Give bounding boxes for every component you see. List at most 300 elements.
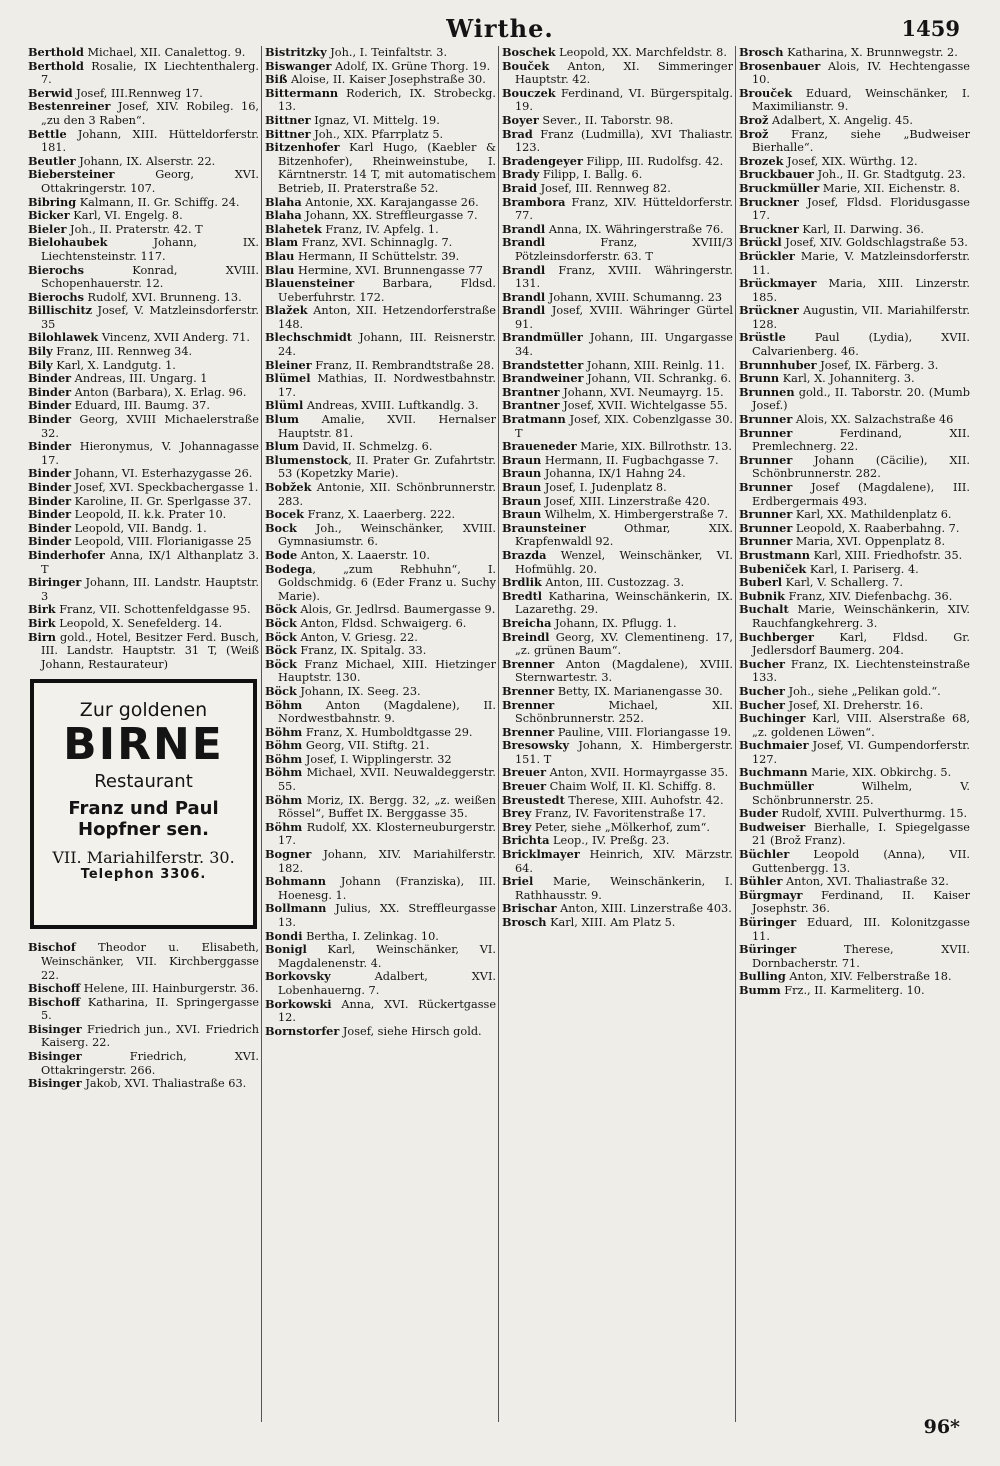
directory-entry — [502, 916, 733, 930]
entry-details: Johann (Cäcilie), XII. Schönbrunnerstr. 282. — [752, 453, 970, 481]
ad-line-5: Hopfner sen. — [78, 819, 209, 841]
entry-name: Blaha — [265, 194, 302, 209]
entry-name: Binder — [28, 398, 72, 413]
entry-name: Bucher — [739, 656, 785, 671]
entry-details: Johann, VII. Schrankg. 6. — [583, 372, 732, 386]
entry-name: Berthold — [28, 58, 84, 73]
entry-name: Biringer — [28, 575, 82, 590]
directory-entry — [28, 345, 259, 359]
directory-entry — [28, 399, 259, 413]
entry-details: Leopold (Anna), VII. Guttenbergg. 13. — [752, 848, 970, 875]
directory-entry — [739, 889, 970, 916]
entry-name: Brunnen — [739, 384, 795, 399]
directory-entry — [265, 372, 496, 399]
entry-name: Böck — [265, 629, 297, 644]
entry-details: Michael, XVII. Neuwaldeggerstr. 55. — [278, 766, 496, 794]
directory-entry — [739, 196, 970, 223]
entry-name: Binder — [28, 507, 72, 522]
directory-entry — [739, 916, 970, 943]
entry-details: Josef, XI. Dreherstr. 16. — [785, 698, 924, 712]
entry-details: Georg, XVI. Ottakringerstr. 107. — [41, 168, 259, 195]
entry-name: Brož — [739, 126, 769, 141]
entry-details: Jakob, XVI. Thaliastraße 63. — [81, 1077, 247, 1091]
directory-entry — [739, 984, 970, 998]
directory-entry — [265, 970, 496, 997]
entry-details: Franz, XVI. Schinnaglg. 7. — [298, 236, 453, 250]
directory-entry — [502, 304, 733, 331]
entry-details: Heinrich, XIV. Märzstr. 64. — [515, 848, 733, 875]
entry-name: Bieler — [28, 221, 67, 236]
directory-entry — [502, 902, 733, 916]
entry-details: Georg, XVIII Michaelerstraße 32. — [41, 413, 259, 440]
entry-name: Blum — [265, 439, 300, 454]
directory-entry — [739, 386, 970, 413]
directory-entry — [265, 549, 496, 563]
entry-details: Anton (Barbara), X. Erlag. 96. — [71, 385, 247, 399]
entry-name: Bisinger — [28, 1021, 82, 1036]
directory-entry — [502, 508, 733, 522]
directory-entry — [502, 114, 733, 128]
entry-name: Binder — [28, 493, 72, 508]
entry-name: Blum — [265, 412, 300, 427]
entry-details: Alois, IV. Hechtengasse 10. — [752, 59, 970, 87]
column-divider — [498, 46, 499, 1422]
directory-entry — [265, 277, 496, 304]
entry-details: Josef, IX. Färberg. 3. — [816, 358, 939, 372]
entry-details: Franz, XIV. Diefenbachg. 36. — [785, 589, 953, 603]
directory-entry — [28, 304, 259, 331]
entry-details: Anton (Magdalene), II. Nordwestbahnstr. 9. — [278, 698, 496, 726]
entry-details: Michael, XII. Canalettog. 9. — [83, 46, 246, 59]
directory-entry — [28, 46, 259, 60]
entry-name: Brey — [502, 819, 532, 834]
entry-name: Buberl — [739, 575, 783, 590]
directory-entry — [502, 168, 733, 182]
directory-entry — [739, 848, 970, 875]
entry-details: Johann, IX. Alserstr. 22. — [75, 154, 216, 168]
entry-name: Buder — [739, 806, 778, 821]
entry-name: Braun — [502, 507, 542, 522]
entry-name: Braun — [502, 493, 542, 508]
directory-entry — [265, 399, 496, 413]
entry-details: gold., Hotel, Besitzer Ferd. Busch, III. Landstr. Hauptstr. 31 T, (Weiß Johann, Restaurateur) — [41, 630, 259, 671]
entry-details: Konrad, XVIII. Schopenhauerstr. 12. — [41, 263, 259, 291]
entry-name: Blaha — [265, 208, 302, 223]
entry-name: Braueneder — [502, 439, 577, 454]
directory-entry — [28, 196, 259, 210]
entry-details: Anton, XVI. Thaliastraße 32. — [782, 875, 949, 889]
directory-entry — [502, 454, 733, 468]
entry-details: Joh., I. Teinfaltstr. 3. — [326, 46, 448, 59]
entry-name: Bouček — [502, 58, 550, 73]
entry-details: Johann, XIII. Hütteldorferstr. 181. — [41, 127, 259, 155]
entry-details: Ignaz, VI. Mittelg. 19. — [310, 113, 440, 127]
entry-details: Antonie, XX. Karajangasse 26. — [301, 195, 479, 209]
entry-details: Theodor u. Elisabeth, Weinschänker, VII. Kirchberggasse 22. — [41, 941, 259, 982]
entry-details: Josef, Fldsd. Floridusgasse 17. — [752, 195, 970, 223]
entry-name: Binder — [28, 480, 72, 494]
directory-entry — [739, 46, 970, 60]
directory-entry — [502, 834, 733, 848]
directory-entry — [502, 372, 733, 386]
entry-details: Therese, XIII. Auhofstr. 42. — [564, 793, 724, 807]
entry-name: Binder — [28, 439, 72, 454]
entry-name: Brunner — [739, 480, 793, 494]
entry-name: Bohmann — [265, 874, 326, 889]
directory-entry — [502, 631, 733, 658]
directory-entry — [28, 440, 259, 467]
directory-entry — [265, 46, 496, 60]
directory-entry — [28, 603, 259, 617]
entry-details: Franz, XIV. Hütteldorferstr. 77. — [515, 195, 733, 223]
directory-entry — [265, 196, 496, 210]
directory-entry — [265, 508, 496, 522]
entry-name: Brosenbauer — [739, 58, 821, 73]
entry-name: Bonigl — [265, 942, 307, 957]
entry-details: Karl Hugo, (Kaebler & Bitzenhofer), Rheinweinstube, I. Kärntnerstr. 14 T, mit automatischem Betrieb, II. Praterstraße 52. — [278, 141, 496, 195]
entry-details: Friedrich, XVI. Ottakringerstr. 266. — [41, 1050, 259, 1077]
entry-name: Bisinger — [28, 1049, 82, 1064]
entry-details: Karl, XX. Mathildenplatz 6. — [792, 508, 952, 522]
directory-entry — [28, 155, 259, 169]
entry-name: Bestenreiner — [28, 99, 111, 114]
directory-entry — [265, 753, 496, 767]
entry-name: Brichta — [502, 833, 550, 848]
column-1-entries-bottom — [28, 941, 259, 1091]
entry-details: Ferdinand, II. Kaiser Josephstr. 36. — [752, 888, 970, 916]
entry-name: Blau — [265, 262, 295, 277]
entry-details: Anton, X. Laaerstr. 10. — [297, 548, 430, 562]
entry-details: Johann, XX. Streffleurgasse 7. — [301, 209, 478, 223]
directory-entry — [28, 982, 259, 996]
entry-details: Kalmann, II. Gr. Schiffg. 24. — [76, 195, 240, 209]
ad-line-6: VII. Mariahilferstr. 30. — [52, 848, 235, 868]
directory-entry — [502, 590, 733, 617]
entry-name: Böhm — [265, 765, 303, 780]
entry-name: Breuer — [502, 779, 547, 794]
entry-details: Vincenz, XVII Anderg. 71. — [98, 331, 250, 345]
directory-entry — [502, 549, 733, 576]
entry-details: Josef, XVII. Wichtelgasse 55. — [559, 399, 728, 413]
entry-name: Bibring — [28, 194, 77, 209]
directory-entry — [739, 481, 970, 508]
directory-entry — [502, 182, 733, 196]
entry-details: Filipp, III. Rudolfsg. 42. — [582, 154, 724, 168]
entry-name: Böhm — [265, 697, 303, 712]
entry-name: Buchmaier — [739, 738, 809, 753]
entry-details: Johann, III. Reisnerstr. 24. — [278, 331, 496, 359]
entry-details: Antonie, XII. Schönbrunnerstr. 283. — [278, 481, 496, 508]
entry-details: Hermine, XVI. Brunnengasse 77 — [294, 263, 483, 277]
entry-details: Franz, II. Rembrandtstraße 28. — [311, 358, 495, 372]
directory-entry — [265, 114, 496, 128]
entry-name: Böhm — [265, 751, 303, 766]
entry-name: Bondi — [265, 928, 303, 943]
entry-name: Blam — [265, 235, 299, 250]
ad-line-4: Franz und Paul — [68, 798, 219, 820]
entry-details: Leopold, II. k.k. Prater 10. — [71, 508, 227, 522]
ad-line-1: Zur goldenen — [79, 699, 208, 722]
entry-name: Bisinger — [28, 1076, 82, 1091]
entry-details: Marie, XIX. Billrothstr. 13. — [576, 440, 732, 454]
directory-entry — [28, 87, 259, 101]
entry-details: Marie, V. Matzleinsdorferstr. 11. — [752, 249, 970, 277]
entry-name: Brantner — [502, 384, 560, 399]
entry-details: Georg, VII. Stiftg. 21. — [302, 739, 430, 753]
entry-details: Peter, siehe „Mölkerhof, zum“. — [531, 820, 710, 834]
directory-entry — [739, 87, 970, 114]
entry-details: Johann, III. Ungargasse 34. — [515, 331, 733, 359]
column-divider — [261, 46, 262, 1422]
entry-name: Braun — [502, 480, 542, 494]
entry-name: Brosch — [739, 46, 784, 59]
section-title: Wirthe. — [446, 14, 554, 43]
directory-entry — [739, 128, 970, 155]
entry-details: Katharina, II. Springergasse 5. — [41, 995, 259, 1023]
entry-name: Bittner — [265, 112, 311, 127]
entry-name: Bock — [265, 520, 297, 535]
directory-entry — [265, 631, 496, 645]
directory-entry — [502, 522, 733, 549]
entry-details: Marie, Weinschänkerin, XIV. Rauchfangkehrerg. 3. — [752, 603, 970, 630]
entry-details: Marie, XIX. Obkirchg. 5. — [807, 766, 952, 780]
entry-details: Johann, XIII. Reinlg. 11. — [583, 358, 725, 372]
entry-details: , „zum Rebhuhn“, I. Goldschmidg. 6 (Eder Franz u. Suchy Marie). — [278, 562, 496, 603]
ad-line-7: Telephon 3306. — [80, 867, 207, 883]
directory-entry — [739, 114, 970, 128]
directory-entry — [739, 182, 970, 196]
entry-details: David, II. Schmelzg. 6. — [299, 440, 433, 454]
directory-entry — [28, 413, 259, 440]
directory-entry — [265, 998, 496, 1025]
entry-details: Filipp, I. Ballg. 6. — [539, 168, 643, 182]
directory-entry — [265, 821, 496, 848]
directory-entry — [265, 359, 496, 373]
entry-details: Franz, XVIII/3 Pötzleinsdorferstr. 63. T — [515, 236, 733, 263]
entry-details: Johann, XVIII. Schumanng. 23 — [545, 290, 723, 304]
entry-details: Michael, XII. Schönbrunnerstr. 252. — [515, 698, 733, 726]
entry-name: Binder — [28, 466, 72, 481]
directory-entry — [502, 658, 733, 685]
entry-name: Borkovsky — [265, 969, 331, 984]
entry-details: Rudolf, XX. Klosterneuburgerstr. 17. — [278, 820, 496, 848]
directory-entry — [265, 522, 496, 549]
entry-name: Bode — [265, 547, 298, 562]
entry-details: Anna, IX. Währingerstraße 76. — [545, 222, 724, 236]
entry-name: Binderhofer — [28, 547, 105, 562]
entry-details: Anna, XVI. Rückertgasse 12. — [278, 997, 496, 1025]
entry-name: Binder — [28, 534, 72, 549]
directory-entry — [739, 780, 970, 807]
advertisement-birne — [30, 679, 257, 929]
entry-name: Bittner — [265, 126, 311, 141]
entry-name: Breuer — [502, 765, 547, 780]
directory-entry — [265, 766, 496, 793]
directory-entry — [265, 250, 496, 264]
entry-name: Berthold — [28, 46, 84, 59]
directory-entry — [739, 60, 970, 87]
directory-entry — [28, 1050, 259, 1077]
entry-name: Büringer — [739, 915, 797, 929]
entry-details: Johann, IX. Liechtensteinstr. 117. — [41, 236, 259, 263]
entry-details: Rudolf, XVIII. Pulverthurmg. 15. — [777, 807, 968, 821]
directory-entry — [28, 941, 259, 982]
entry-details: Josef (Magdalene), III. Erdbergermais 493. — [752, 481, 970, 508]
entry-name: Brdlik — [502, 575, 542, 590]
directory-entry — [739, 223, 970, 237]
directory-entry — [739, 576, 970, 590]
entry-details: Franz, IX. Liechtensteinstraße 133. — [752, 657, 970, 685]
entry-name: Böck — [265, 656, 297, 671]
entry-name: Bratmann — [502, 412, 566, 427]
entry-details: Mathias, II. Nordwestbahnstr. 17. — [278, 372, 496, 399]
entry-name: Brischar — [502, 901, 557, 916]
directory-entry — [739, 427, 970, 454]
entry-details: Karl, Weinschänker, VI. Magdalenenstr. 4. — [278, 943, 496, 970]
entry-name: Brückner — [739, 303, 799, 318]
entry-name: Buchmann — [739, 765, 808, 780]
entry-name: Bradengeyer — [502, 153, 583, 168]
directory-entry — [265, 223, 496, 237]
entry-name: Blechschmidt — [265, 330, 352, 345]
entry-details: Joh., XIX. Pfarrplatz 5. — [310, 127, 444, 141]
directory-entry — [28, 1077, 259, 1091]
entry-name: Blau — [265, 248, 295, 263]
directory-entry — [739, 454, 970, 481]
directory-entry — [502, 685, 733, 699]
entry-details: Frz., II. Karmeliterg. 10. — [780, 983, 925, 997]
directory-entry — [502, 291, 733, 305]
directory-entry — [265, 209, 496, 223]
entry-details: Josef, VI. Gumpendorferstr. 127. — [752, 739, 970, 766]
directory-entry — [265, 848, 496, 875]
directory-entry — [739, 821, 970, 848]
entry-name: Biebersteiner — [28, 167, 115, 182]
entry-details: Franz, VII. Schottenfeldgasse 95. — [55, 603, 251, 617]
entry-details: Andreas, III. Ungarg. 1 — [71, 372, 208, 386]
column-divider — [735, 46, 736, 1422]
entry-name: Bresowsky — [502, 738, 570, 753]
directory-entry — [739, 766, 970, 780]
entry-name: Brenner — [502, 656, 555, 671]
entry-name: Böhm — [265, 819, 303, 834]
directory-entry — [28, 549, 259, 576]
entry-name: Bollmann — [265, 901, 327, 916]
entry-details: Sever., II. Taborstr. 98. — [538, 113, 674, 127]
entry-details: Franz Michael, XIII. Hietzinger Hauptstr. 130. — [278, 657, 496, 685]
entry-name: Boyer — [502, 112, 539, 127]
entry-name: Brantner — [502, 398, 560, 413]
entry-details: , II. Prater Gr. Zufahrtstr. 53 (Kopetzky Marie). — [278, 453, 496, 481]
entry-details: Othmar, XIX. Krapfenwaldl 92. — [515, 521, 733, 549]
entry-name: Brandl — [502, 262, 546, 277]
entry-name: Brandl — [502, 289, 546, 304]
entry-details: Anton, XI. Simmeringer Hauptstr. 42. — [515, 59, 733, 87]
entry-details: Josef, XIII. Linzerstraße 420. — [541, 494, 711, 508]
directory-entry — [265, 644, 496, 658]
directory-entry — [265, 685, 496, 699]
directory-entry — [265, 87, 496, 114]
page-header — [0, 14, 1000, 48]
directory-entry — [739, 535, 970, 549]
entry-name: Brambora — [502, 194, 566, 209]
entry-details: Betty, IX. Marianengasse 30. — [554, 684, 723, 698]
directory-entry — [265, 1025, 496, 1039]
entry-details: Franz, IV. Favoritenstraße 17. — [531, 807, 706, 821]
entry-name: Brandl — [502, 235, 546, 250]
entry-name: Brückl — [739, 235, 782, 250]
entry-details: Josef, XIV. Goldschlagstraße 53. — [781, 236, 968, 250]
entry-name: Birk — [28, 602, 56, 617]
entry-details: Katharina, X. Brunnwegstr. 2. — [783, 46, 958, 59]
entry-details: Karl, VIII. Alserstraße 68, „z. goldenen Löwen“. — [752, 712, 970, 739]
entry-name: Brandstetter — [502, 357, 584, 372]
directory-entry — [502, 264, 733, 291]
entry-details: Josef, III.Rennweg 17. — [72, 86, 203, 100]
entry-details: Karl, XIII. Am Platz 5. — [546, 916, 676, 929]
entry-name: Böck — [265, 615, 297, 630]
entry-name: Bruckner — [739, 221, 799, 236]
entry-details: Karl, II. Darwing. 36. — [798, 222, 924, 236]
entry-name: Berwid — [28, 85, 73, 100]
directory-entry — [265, 563, 496, 604]
entry-name: Brustmann — [739, 547, 810, 562]
entry-name: Braun — [502, 466, 542, 481]
entry-name: Bühler — [739, 874, 783, 889]
entry-name: Brunner — [739, 412, 793, 427]
entry-details: Josef, siehe Hirsch gold. — [339, 1024, 482, 1038]
entry-name: Böck — [265, 683, 297, 698]
entry-details: Josef, V. Matzleinsdorferstr. 35 — [41, 304, 259, 331]
directory-entry — [28, 236, 259, 263]
directory-entry — [502, 399, 733, 413]
directory-entry — [502, 481, 733, 495]
directory-entry — [265, 331, 496, 358]
directory-entry — [502, 413, 733, 440]
directory-entry — [502, 386, 733, 400]
entry-details: Anton, XIII. Linzerstraße 403. — [556, 902, 732, 916]
directory-entry — [739, 739, 970, 766]
directory-entry — [502, 87, 733, 114]
directory-entry — [739, 331, 970, 358]
entry-name: Bouczek — [502, 85, 556, 100]
entry-name: Breindl — [502, 629, 550, 644]
entry-name: Binder — [28, 520, 72, 535]
directory-entry — [502, 128, 733, 155]
directory-entry — [28, 481, 259, 495]
entry-details: Leopold, VIII. Florianigasse 25 — [71, 535, 252, 549]
entry-details: Karl, X. Landgutg. 1. — [52, 358, 176, 372]
directory-entry — [502, 617, 733, 631]
entry-details: Wilhelm, X. Himbergerstraße 7. — [541, 508, 729, 522]
directory-entry — [739, 590, 970, 604]
entry-name: Bürgmayr — [739, 887, 803, 902]
entry-name: Bily — [28, 357, 53, 372]
entry-details: Bertha, I. Zelinkag. 10. — [302, 929, 439, 943]
directory-entry — [502, 807, 733, 821]
entry-name: Bulling — [739, 969, 786, 984]
entry-details: Johann, XVI. Neumayrg. 15. — [559, 385, 724, 399]
entry-details: Josef, XIX. Cobenzlgasse 30. T — [515, 413, 733, 440]
directory-columns — [28, 46, 972, 1422]
directory-entry — [502, 739, 733, 766]
entry-name: Brad — [502, 126, 533, 141]
entry-details: Aloise, II. Kaiser Josephstraße 30. — [287, 73, 486, 87]
column-4 — [739, 46, 970, 1422]
directory-entry — [502, 780, 733, 794]
entry-details: Adalbert, X. Angelig. 45. — [768, 113, 914, 127]
entry-details: Joh., II. Praterstr. 42. T — [66, 222, 203, 236]
